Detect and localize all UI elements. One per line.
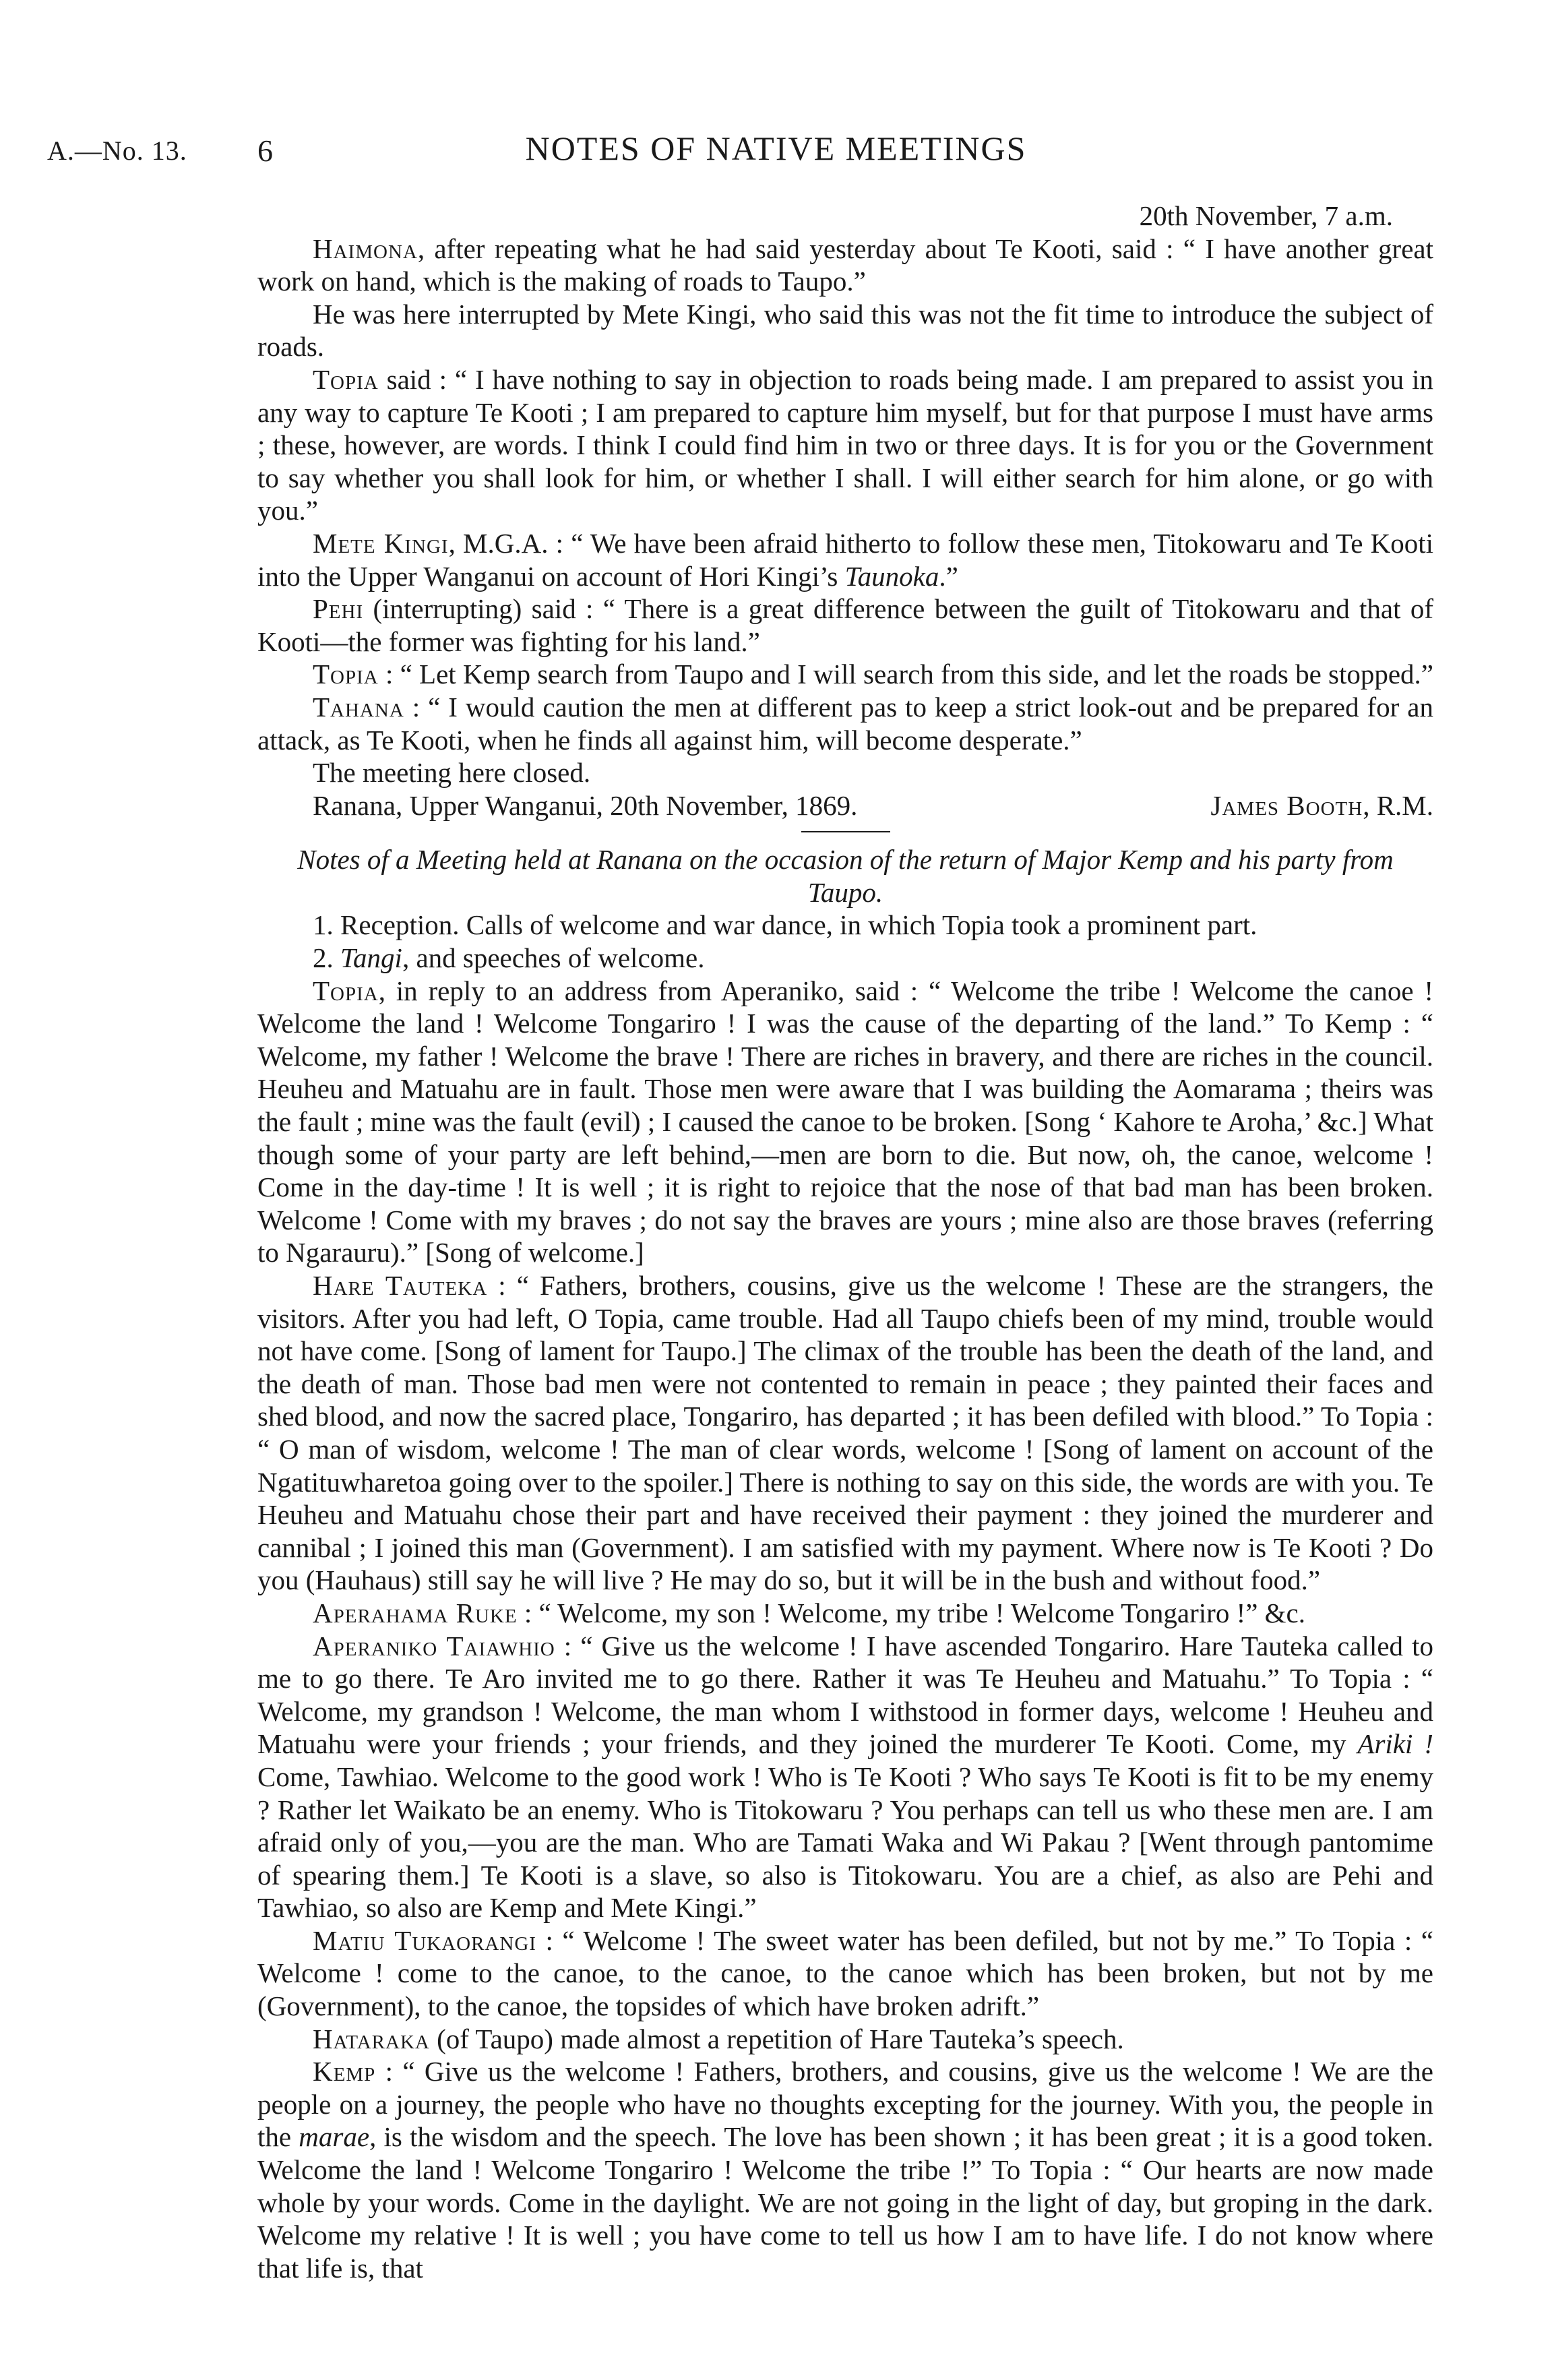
speaker-name: Kemp bbox=[313, 2056, 376, 2087]
paragraph bbox=[257, 2023, 1433, 2056]
paragraph bbox=[257, 1597, 1433, 1630]
paragraph bbox=[257, 658, 1433, 691]
paragraph-text: , M.G.A. : “ We have been afraid hitherto to follow these men, Titokowaru and Te Kooti into the Upper Wanganui on account of Hori Kingi’s bbox=[257, 527, 1433, 592]
signoff-name: James Booth bbox=[1210, 789, 1363, 821]
italic-term: Ariki ! bbox=[1357, 1728, 1433, 1760]
paragraph-text: : “ Fathers, brothers, cousins, give us the welcome ! These are the strangers, the visitors. After you had left, O Topia, came trouble. Had all Taupo chiefs been of my mind, trouble would not have come. [Song of lament for Taupo.] The climax of the trouble has been the death of the land, and the death of man. Those bad men were not contented to remain in peace ; they painted their faces and shed blood, and now the sacred place, Tongariro, has departed ; it has been defiled with blood.” To Topia : “ O man of wisdom, welcome ! The man of clear words, welcome ! [Song of lament on account of the Ngatituwharetoa going over to the spoiler.] There is nothing to say on this side, the words are with you. Te Heuheu and Matuahu chose their part and have received their payment : they joined the murderer and cannibal ; I joined this man (Government). I am satisfied with my payment. Where now is Te Kooti ? Do you (Hauhaus) still say he will live ? He may do so, but it will be in the bush and without food.” bbox=[257, 1270, 1433, 1596]
paragraph-text: The meeting here closed. bbox=[313, 757, 591, 789]
signoff-place-date: Ranana, Upper Wanganui, 20th November, 1869. bbox=[313, 789, 858, 821]
paragraph-text: said : “ I have nothing to say in objection to roads being made. I am prepared to assist you in any way to capture Te Kooti ; I am prepared to capture him myself, but for that purpose I must have arms ; these, however, are words. I think I could find him in two or three days. It is for you or the Government to say whether you shall look for him, or whether I shall. I will either search for him alone, or go with you.” bbox=[257, 363, 1433, 526]
speaker-name: Topia bbox=[313, 975, 379, 1006]
speaker-name: Matiu Tukaorangi bbox=[313, 1924, 536, 1956]
paragraph bbox=[257, 1630, 1433, 1924]
paragraph-text-tail: is the wisdom and the speech. The love has been shown ; it has been great ; it is a good token. Welcome the land ! Welcome Tongariro ! Welcome the tribe !” To Topia : “ Our hearts are now made whole by your words. Come in the daylight. We are not going in the light of day, but groping in the dark. Welcome my relative ! It is well ; you have come to tell us how I am to have life. I do not know where that life is, that bbox=[257, 2121, 1433, 2284]
paragraph-text-tail: Come, Tawhiao. Welcome to the good work ! Who is Te Kooti ? Who says Te Kooti is fit to be my enemy ? Rather let Waikato be an enemy. Who is Titokowaru ? You perhaps can tell us who these men are. I am afraid only of you,—you are the man. Who are Tamati Waka and Wi Pakau ? [Went through pantomime of spearing them.] Te Kooti is a slave, so also is Titokowaru. You are a chief, as also are Pehi and Tawhiao, so also are Kemp and Mete Kingi.” bbox=[257, 1761, 1433, 1924]
paragraph-text: , after repeating what he had said yesterday about Te Kooti, said : “ I have another great work on hand, which is the making of roads to Taupo.” bbox=[257, 233, 1433, 297]
speaker-name: Aperaniko Taiawhio bbox=[313, 1630, 555, 1661]
paragraph-text: : “ Give us the welcome ! Fathers, brothers, and cousins, give us the welcome ! We are the people on a journey, the people who have no thoughts excepting for the journey. With you, the people in the bbox=[257, 2056, 1433, 2153]
paragraph-text: (interrupting) said : “ There is a great difference between the guilt of Titokowaru and that of Kooti—the former was fighting for his land.” bbox=[257, 593, 1433, 657]
paragraph-text: (of Taupo) made almost a repetition of Hare Tauteka’s speech. bbox=[429, 2023, 1124, 2054]
paragraph bbox=[257, 1269, 1433, 1597]
speaker-name: Aperahama Ruke bbox=[313, 1597, 518, 1628]
speaker-name: Hataraka bbox=[313, 2023, 430, 2054]
paragraph bbox=[257, 363, 1433, 527]
signoff bbox=[257, 789, 1433, 822]
italic-term: Taunoka bbox=[844, 560, 939, 592]
paragraph-text: : “ Let Kemp search from Taupo and I will search from this side, and let the roads be stopped.” bbox=[378, 659, 1434, 690]
paragraph bbox=[257, 527, 1433, 592]
document-reference: A.—No. 13. bbox=[47, 135, 187, 166]
running-title: NOTES OF NATIVE MEETINGS bbox=[525, 129, 1027, 167]
list-item: 1. Reception. Calls of welcome and war dance, in which Topia took a prominent part. bbox=[313, 909, 1258, 941]
paragraph-text: : “ I would caution the men at different pas to keep a strict look-out and be prepared for an attack, as Te Kooti, when he finds all against him, will become desperate.” bbox=[257, 691, 1433, 756]
paragraph-text: , in reply to an address from Aperaniko, said : “ Welcome the tribe ! Welcome the canoe ! Welcome the land ! Welcome Tongariro ! I was the cause of the departing of the land.” To Kemp : “ Welcome, my father ! Welcome the brave ! There are riches in bravery, and there are riches in the council. Heuheu and Matuahu are in fault. Those men were aware that I was building the Aomarama ; theirs was the fault ; mine was the fault (evil) ; I caused the canoe to be broken. [Song ‘ Kahore te Aroha,’ &c.] What though some of your party are left behind,—men are born to die. But now, oh, the canoe, welcome ! Come in the day-time ! It is well ; it is right to rejoice that the nose of that bad man has been broken. Welcome ! Come with my braves ; do not say the braves are yours ; mine also are those braves (referring to Ngarauru).” [Song of welcome.] bbox=[257, 975, 1433, 1269]
paragraph-text: : “ Welcome ! The sweet water has been defiled, but not by me.” To Topia : “ Welcome ! come to the canoe, to the canoe, to the canoe which has been broken, but not by me (Government), to the canoe, the topsides of which have broken adrift.” bbox=[257, 1924, 1434, 2022]
body-text bbox=[257, 200, 1433, 2284]
list-item-text: , and speeches of welcome. bbox=[402, 942, 705, 974]
signoff-title: , R.M. bbox=[1363, 789, 1433, 821]
paragraph bbox=[257, 756, 1433, 789]
italic-term: Tangi bbox=[340, 942, 402, 974]
speaker-name: Hare Tauteka bbox=[313, 1270, 488, 1301]
paragraph-text: : “ Give us the welcome ! I have ascended Tongariro. Hare Tauteka called to me to go there. Te Aro invited me to go there. Rather it was Te Heuheu and Matuahu.” To Topia : “ Welcome, my grandson ! Welcome, the man whom I withstood in former days, welcome ! Heuheu and Matuahu were your friends ; your friends, and they joined the murderer Te Kooti. Come, my bbox=[257, 1630, 1433, 1760]
signoff-signature bbox=[1211, 789, 1433, 822]
paragraph bbox=[257, 298, 1433, 363]
speaker-name: Topia bbox=[313, 363, 379, 395]
paragraph bbox=[257, 592, 1433, 658]
speaker-name: Mete Kingi bbox=[313, 527, 449, 559]
speaker-name: Haimona bbox=[313, 233, 418, 264]
paragraph bbox=[257, 975, 1433, 1269]
paragraph-text-tail: .” bbox=[939, 560, 958, 592]
speaker-name: Pehi bbox=[313, 593, 364, 625]
paragraph-text: : “ Welcome, my son ! Welcome, my tribe ! Welcome Tongariro !” &c. bbox=[517, 1597, 1306, 1628]
section-heading: Notes of a Meeting held at Ranana on the occasion of the return of Major Kemp and his party from Taupo. bbox=[297, 844, 1394, 908]
page-header bbox=[47, 129, 1505, 175]
section-divider bbox=[801, 831, 890, 832]
paragraph-text: He was here interrupted by Mete Kingi, who said this was not the fit time to introduce the subject of roads. bbox=[257, 298, 1433, 363]
list-item bbox=[257, 942, 1433, 975]
paragraph bbox=[257, 691, 1433, 756]
italic-term: marae, bbox=[299, 2121, 377, 2153]
list-item-number: 2. bbox=[313, 942, 340, 974]
page-number: 6 bbox=[257, 133, 273, 168]
paragraph bbox=[257, 2055, 1433, 2284]
paragraph bbox=[257, 1924, 1433, 2023]
speaker-name: Topia bbox=[313, 659, 379, 690]
speaker-name: Tahana bbox=[313, 691, 404, 723]
paragraph bbox=[257, 233, 1433, 298]
dateline: 20th November, 7 a.m. bbox=[1139, 200, 1393, 231]
